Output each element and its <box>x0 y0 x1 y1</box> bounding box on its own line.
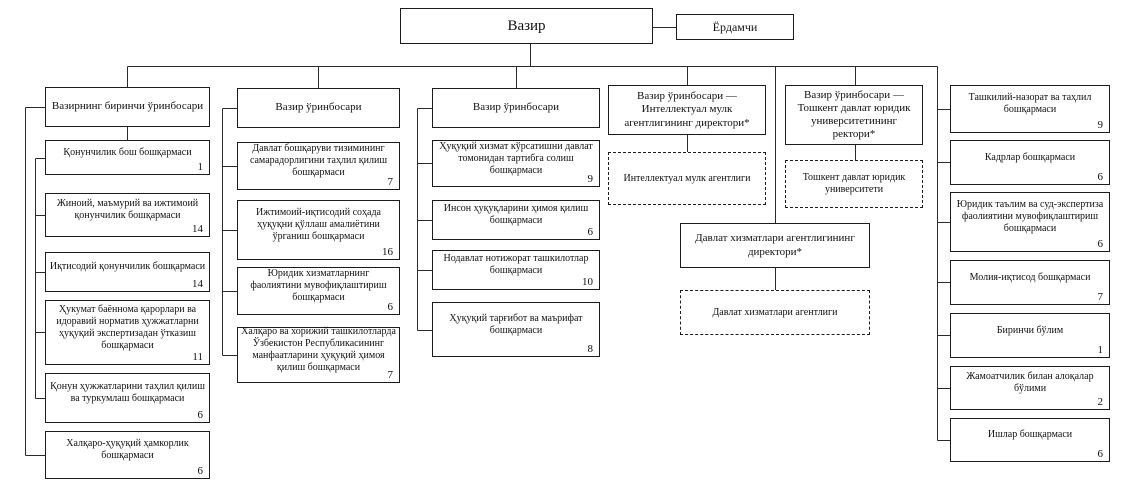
dept-label: Биринчи бўлим <box>996 324 1064 336</box>
dept-box-nodavlat <box>432 250 600 290</box>
dept-label: Қонун ҳужжатларини таҳлил қилиш ва туркумлаш бошқармаси <box>50 381 205 404</box>
dept-label: Кадрлар бошқармаси <box>984 151 1076 163</box>
dept-box-tashkiliy-nazorat <box>950 85 1110 133</box>
dept-count: 16 <box>382 246 393 258</box>
dept-label: Қонунчилик бош бошқармаси <box>63 146 192 158</box>
dept-count: 9 <box>587 173 593 185</box>
dept-box-birinchi-bolim <box>950 313 1110 358</box>
dept-count: 7 <box>387 176 393 188</box>
dept-box-davlat-boshqaruvi <box>237 142 400 190</box>
dept-count: 14 <box>192 278 203 290</box>
dept-box-qonun-tahlil <box>45 373 210 423</box>
col4-header-box: Вазир ўринбосари — Интеллектуал мулк агентлигининг директори* <box>608 85 766 135</box>
minister-box: Вазир <box>400 8 653 44</box>
public-services-agency-box: Давлат хизматлари агентлиги <box>680 290 870 335</box>
dept-box-iqtisodiy <box>45 252 210 292</box>
dept-box-xalqaro-xorijiy <box>237 327 400 383</box>
dept-label: Молия-иқтисод бошқармаси <box>969 271 1091 283</box>
dept-count: 2 <box>1097 396 1103 408</box>
dept-label: Нодавлат нотижорат ташкилотлар бошқармаси <box>443 253 589 276</box>
dept-label: Халқаро ва хорижий ташкилотларда Ўзбекистон Республикасининг манфаатларини ҳуқуқий ҳимоя қилиш бошқармаси <box>241 326 396 373</box>
dept-box-jinoiy <box>45 193 210 237</box>
dept-count: 6 <box>1097 448 1103 460</box>
dept-box-yuridik-xizmatlar <box>237 267 400 315</box>
dept-label: Халқаро-ҳуқуқий ҳамкорлик бошқармаси <box>66 438 189 461</box>
col3-header-box: Вазир ўринбосари <box>432 88 600 128</box>
dept-box-jamoatchilik <box>950 366 1110 410</box>
dept-label: Жиноий, маъмурий ва ижтимоий қонунчилик бошқармаси <box>56 198 199 221</box>
dept-label: Ташкилий-назорат ва таҳлил бошқармаси <box>968 92 1092 115</box>
dept-label: Жамоатчилик билан алоқалар бўлими <box>966 371 1094 394</box>
public-services-director-box: Давлат хизматлари агентлигининг директори* <box>680 223 870 268</box>
dept-count: 6 <box>197 465 203 477</box>
dept-box-ishlar <box>950 418 1110 462</box>
dept-count: 6 <box>197 409 203 421</box>
dept-count: 6 <box>587 226 593 238</box>
tashkent-law-university-box: Тошкент давлат юридик университети <box>785 160 923 208</box>
dept-count: 11 <box>192 351 203 363</box>
dept-box-ijtimoiy-iqtisodiy <box>237 200 400 260</box>
col2-header-box: Вазир ўринбосари <box>237 88 400 128</box>
col1-header-box: Вазирнинг биринчи ўринбосари <box>45 87 210 127</box>
dept-box-xalqaro-huquqiy <box>45 431 210 479</box>
dept-label: Ҳуқуқий хизмат кўрсатишни давлат томонидан тартибга солиш бошқармаси <box>439 140 593 176</box>
dept-box-inson-huquqlari <box>432 200 600 240</box>
dept-box-targibot <box>432 302 600 357</box>
assistant-box: Ёрдамчи <box>676 14 794 40</box>
dept-box-hukumat <box>45 300 210 365</box>
dept-count: 6 <box>387 301 393 313</box>
dept-label: Юридик хизматларнинг фаолиятини мувофиқлаштириш бошқармаси <box>250 268 387 303</box>
col5-header-box: Вазир ўринбосари — Тошкент давлат юридик университетининг ректори* <box>785 85 923 145</box>
dept-count: 1 <box>197 161 203 173</box>
dept-label: Давлат бошқаруви тизимининг самарадорлигини таҳлил қилиш бошқармаси <box>249 143 388 178</box>
dept-box-huquqiy-xizmat <box>432 140 600 187</box>
dept-box-konunchilik-bosh <box>45 140 210 175</box>
dept-box-yuridik-talim <box>950 192 1110 252</box>
dept-count: 7 <box>1097 291 1103 303</box>
dept-label: Иқтисодий қонунчилик бошқармаси <box>49 261 206 272</box>
dept-label: Инсон ҳуқуқларини ҳимоя қилиш бошқармаси <box>443 203 589 226</box>
dept-count: 10 <box>582 276 593 288</box>
dept-label: Ижтимоий-иқтисодий соҳада ҳуқуқни қўллаш амалиётини ўрганиш бошқармаси <box>256 207 381 242</box>
dept-label: Ҳуқуқий тарғибот ва маърифат бошқармаси <box>449 312 583 336</box>
dept-count: 6 <box>1097 238 1103 250</box>
dept-count: 8 <box>587 343 593 355</box>
dept-label: Юридик таълим ва суд-экспертиза фаолиятини мувофиқлаштириш бошқармаси <box>956 199 1104 234</box>
dept-box-kadrlar <box>950 140 1110 185</box>
dept-box-moliya <box>950 260 1110 305</box>
dept-count: 7 <box>387 369 393 381</box>
dept-count: 6 <box>1097 171 1103 183</box>
dept-label: Ҳукумат баённома қарорлари ва идоравий норматив ҳужжатларни ҳуқуқий экспертизадан ўтказиш бошқармаси <box>56 303 199 351</box>
dept-count: 9 <box>1097 119 1103 131</box>
dept-label: Ишлар бошқармаси <box>987 429 1073 440</box>
dept-count: 14 <box>192 223 203 235</box>
dept-count: 1 <box>1097 344 1103 356</box>
intellectual-property-agency-box: Интеллектуал мулк агентлиги <box>608 152 766 205</box>
